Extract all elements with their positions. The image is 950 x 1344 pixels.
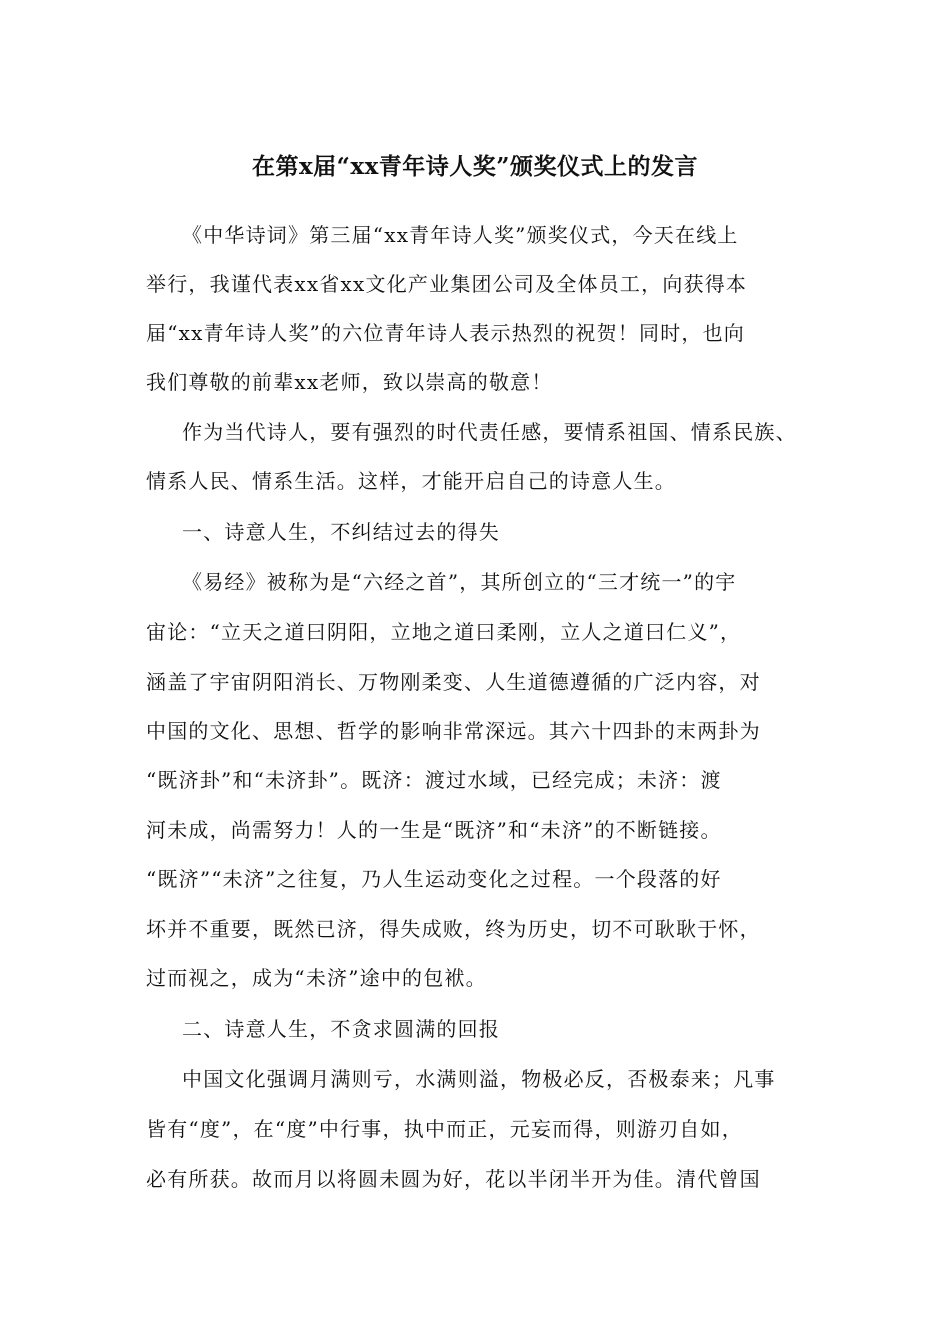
paragraph-1-line-1: 《中华诗词》第三届“xx青年诗人奖”颁奖仪式，今天在线上 xyxy=(182,223,739,247)
paragraph-1-line-3: 届“xx青年诗人奖”的六位青年诗人表示热烈的祝贺！同时，也向 xyxy=(146,321,746,345)
paragraph-3-line-6: 河未成，尚需努力！人的一生是“既济”和“未济”的不断链接。 xyxy=(146,818,722,842)
paragraph-2-line-1: 作为当代诗人，要有强烈的时代责任感，要情系祖国、情系民族、 xyxy=(182,420,797,444)
paragraph-3-line-8: 坏并不重要，既然已济，得失成败，终为历史，切不可耿耿于怀， xyxy=(146,917,761,941)
paragraph-4-line-1: 中国文化强调月满则亏，水满则溢，物极必反，否极泰来；凡事 xyxy=(182,1067,776,1091)
paragraph-3-line-5: “既济卦”和“未济卦”。既济：渡过水域，已经完成；未济：渡 xyxy=(146,768,722,792)
paragraph-1-line-2: 举行，我谨代表xx省xx文化产业集团公司及全体员工，向获得本 xyxy=(146,272,748,296)
paragraph-3-line-2: 宙论：“立天之道曰阴阳，立地之道曰柔刚，立人之道曰仁义”， xyxy=(146,620,742,644)
paragraph-3-line-9: 过而视之，成为“未济”途中的包袱。 xyxy=(146,966,487,990)
paragraph-3-line-1: 《易经》被称为是“六经之首”，其所创立的“三才统一”的宇 xyxy=(182,570,737,594)
section-heading-2: 二、诗意人生，不贪求圆满的回报 xyxy=(182,1017,500,1041)
paragraph-3-line-3: 涵盖了宇宙阴阳消长、万物刚柔变、人生道德遵循的广泛内容，对 xyxy=(146,670,761,694)
section-heading-1: 一、诗意人生，不纠结过去的得失 xyxy=(182,520,500,544)
paragraph-1-line-4: 我们尊敬的前辈xx老师，致以崇高的敬意！ xyxy=(146,370,553,394)
document-title: 在第x届“xx青年诗人奖”颁奖仪式上的发言 xyxy=(251,153,699,180)
paragraph-2-line-2: 情系人民、情系生活。这样，才能开启自己的诗意人生。 xyxy=(146,469,676,493)
paragraph-3-line-7: “既济”“未济”之往复，乃人生运动变化之过程。一个段落的好 xyxy=(146,867,722,891)
paragraph-4-line-3: 必有所获。故而月以将圆未圆为好，花以半闭半开为佳。清代曾国 xyxy=(146,1167,761,1191)
paragraph-3-line-4: 中国的文化、思想、哲学的影响非常深远。其六十四卦的末两卦为 xyxy=(146,719,761,743)
paragraph-4-line-2: 皆有“度”，在“度”中行事，执中而正，元妄而得，则游刃自如， xyxy=(146,1117,743,1141)
